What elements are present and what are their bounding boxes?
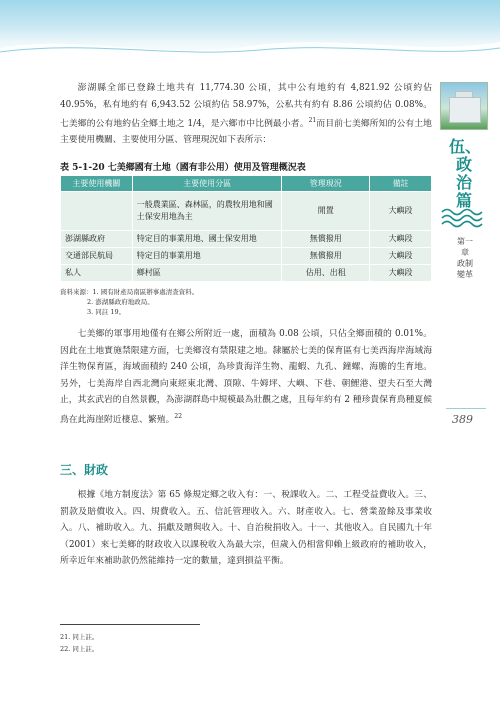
table-cell: 私人 [61, 265, 133, 282]
table-cell: 大嶼段 [370, 192, 432, 231]
section-heading: 三、財政 [60, 463, 109, 477]
source-note: 資料來源：1. 國有財產局南區辦事處清查資料。 [60, 288, 199, 296]
source-note: 3. 同註 19。 [87, 308, 126, 316]
footnote: 21. 同上註。 [60, 633, 99, 641]
table-source-notes [60, 287, 198, 317]
table-cell: 大嶼段 [370, 265, 432, 282]
side-wave-icon [440, 206, 486, 228]
table-cell: 無償撥用 [282, 248, 370, 265]
chapter-subtitle: 第一章 政制變革 [457, 237, 473, 279]
top-wave-decoration [0, 30, 500, 60]
table-cell: 特定目的事業用地、國土保安用地 [132, 231, 282, 248]
table-row [61, 265, 432, 282]
column-header: 管理現況 [282, 176, 370, 192]
table-cell [61, 192, 133, 231]
page-number-rule [446, 408, 486, 409]
table-row [61, 192, 432, 231]
page-number: 389 [452, 413, 473, 426]
column-header: 備註 [370, 176, 432, 192]
paragraph-finance [60, 487, 432, 570]
land-use-table [60, 175, 432, 282]
paragraph-land-overview [60, 80, 432, 149]
chapter-photo [440, 82, 488, 130]
column-header: 主要使用機關 [61, 176, 133, 192]
table-cell: 大嶼段 [370, 248, 432, 265]
table-row [61, 231, 432, 248]
table-cell: 一般農業區、森林區，的農牧用地和國土保安用地為主 [132, 192, 282, 231]
footnote-ref: 22 [174, 412, 183, 420]
footnote-divider [60, 624, 200, 625]
table-header-row [61, 176, 432, 192]
paragraph-text: 七美鄉的軍事用地僅有在鄉公所附近一處，面積為 0.08 公頃，只佔全鄉面積的 0.01%。因此在土地實施禁限建方面，七美鄉沒有禁限建之地。隸屬於七美的保育區有七美西海岸海域海洋生物保育區，海域面積約 240 公頃，為珍貴海洋生物、龍蝦、九孔、鐘螺、海膽的生育地。另外，七美海岸自西北灣向東經東北灣、頂隙、牛姆坪、大嶼、下巷、朝鯉港、望夫石至大灣止，其玄武岩的自然景觀，為澎湖群島中規模最為壯觀之處，且每年約有 2 種珍貴保育鳥種夏候鳥在此海崖附近棲息、繁殖。 [60, 329, 432, 425]
chapter-title: 伍、政治篇 [449, 137, 482, 210]
table-cell: 佔用、出租 [282, 265, 370, 282]
paragraph-text: 而目前七美鄉所知的公有土地主要使用機關、主要使用分區、管理現況如下表所示： [60, 118, 432, 146]
table-cell: 閒置 [282, 192, 370, 231]
footnote-ref: 21 [308, 117, 317, 124]
table-cell: 無償撥用 [282, 231, 370, 248]
paragraph-text: 澎湖縣全部已登錄土地共有 11,774.30 公頃，其中公有地約有 4,821.92 公頃約佔 40.95%，私有地約有 6,943.52 公頃約佔 58.97%，公私共有約有 8.86 公頃約佔 0.08%。七美鄉的公有地約佔全鄉土地之 1/4，是六鄉市中比例最小者。 [60, 83, 432, 129]
table-cell: 澎湖縣政府 [61, 231, 133, 248]
paragraph-text: 根據《地方制度法》第 65 條規定鄉之收入有：一、稅課收入。二、工程受益費收入。三、罰款及賠償收入。四、規費收入。五、信託管理收入。六、財產收入。七、營業盈餘及事業收入。八、補助收入。九、捐獻及贈與收入。十、自治稅捐收入。十一、其他收入。自民國九十年（2001）來七美鄉的財政收入以課稅收入為最大宗，但歲入仍相當仰賴上級政府的補助收入，所幸近年來補助款仍然能維持一定的數量，達到損益平衡。 [60, 490, 432, 566]
table-cell: 交通部民航局 [61, 248, 133, 265]
table-title: 表 5-1-20 七美鄉國有土地（國有非公用）使用及管理概況表 [60, 163, 306, 173]
table-row [61, 248, 432, 265]
source-note: 2. 澎湖縣政府地政局。 [87, 298, 154, 306]
column-header: 主要使用分區 [132, 176, 282, 192]
table-cell: 鄉村區 [132, 265, 282, 282]
footnotes [60, 631, 98, 655]
table-cell: 特定目的事業用地 [132, 248, 282, 265]
footnote: 22. 同上註。 [60, 645, 99, 653]
table-cell: 大嶼段 [370, 231, 432, 248]
paragraph-military-conservation [60, 326, 432, 428]
